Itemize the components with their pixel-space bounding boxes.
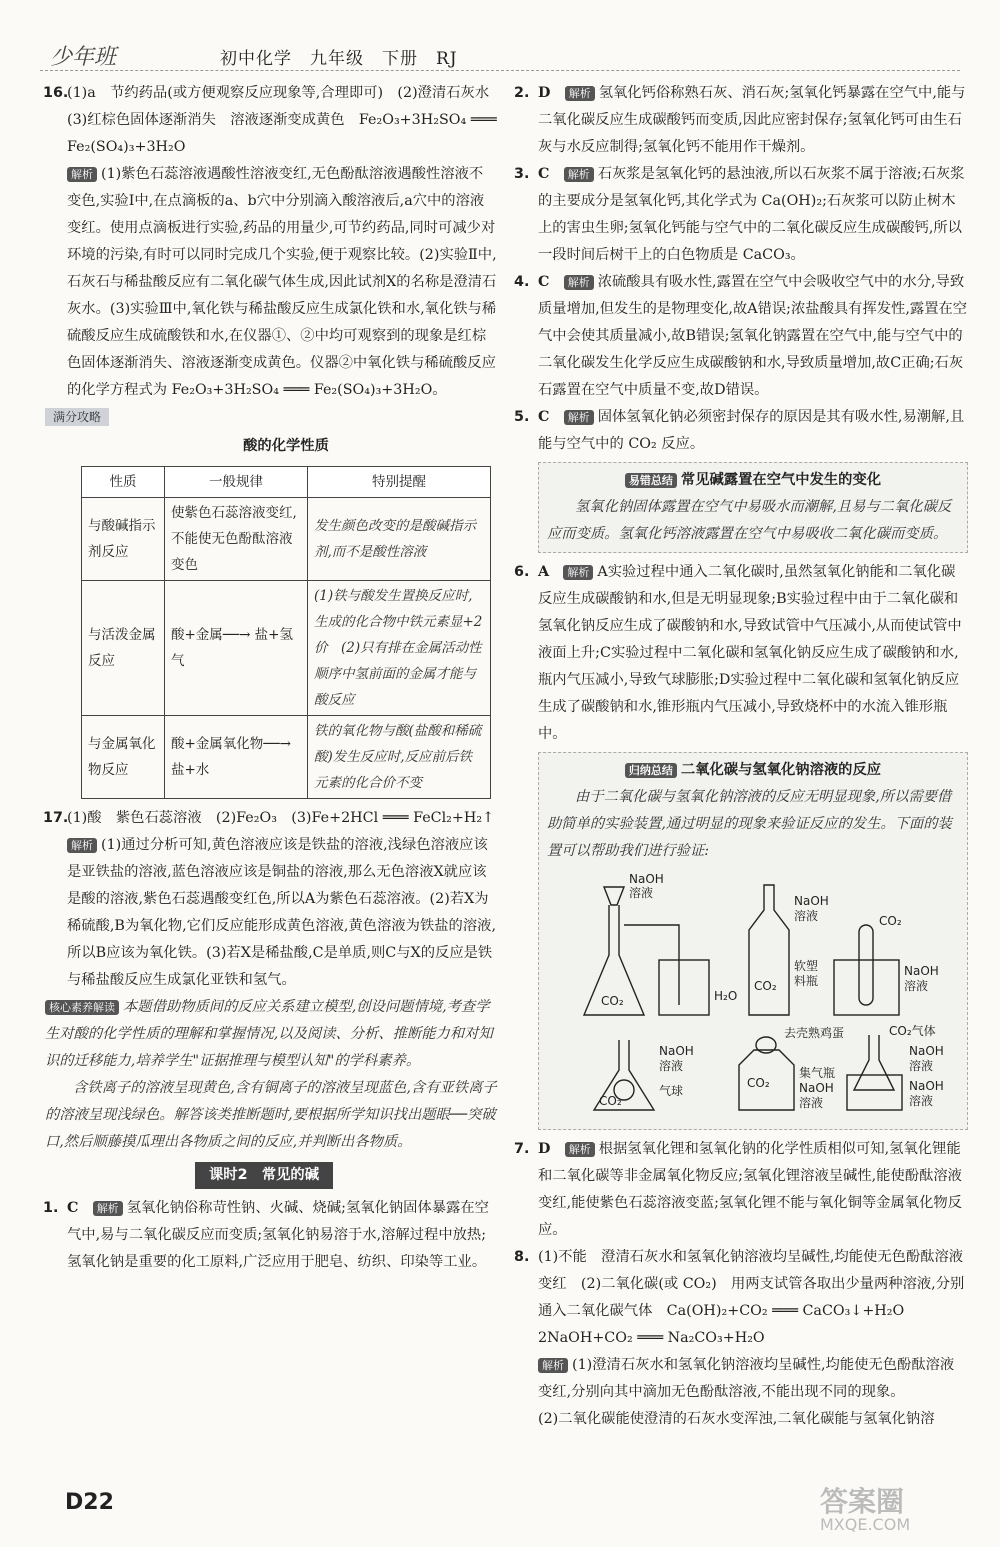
dropping-funnel [604, 887, 624, 905]
analysis-text-2: (2)二氧化碳能使澄清的石灰水变浑浊,二氧化碳能与氢氧化钠溶 [538, 1411, 935, 1427]
analysis-tag: 解析 [67, 167, 97, 182]
question-number: 1. [43, 1200, 59, 1216]
analysis-text: C 解析 石灰浆是氢氧化钙的悬浊液,所以石灰浆不属于溶液;石灰浆的主要成分是氢氧化钙,其化学式为 Ca(OH)₂;石灰浆可以防止树木上的害虫生卵;氢氧化钙能与空气中的二氧化碳反应生成碳酸钙,所以一段时间后树干上的白色物质是 CaCO₃。 [538, 166, 965, 263]
question-number: 2. [514, 85, 530, 101]
question-number: 8. [514, 1249, 530, 1265]
table-cell: 铁的氧化物与酸(盐酸和稀硫酸)发生反应时,反应前后铁元素的化合价不变 [308, 716, 491, 799]
table-header: 一般规律 [165, 467, 308, 498]
table-row [82, 498, 491, 581]
fig-label: 软塑 [794, 959, 819, 973]
box-title: 易错总结 常见碱露置在空气中发生的变化 [547, 467, 959, 494]
tip-tag: 易错总结 [625, 473, 677, 488]
acid-properties-table [81, 466, 491, 799]
book-title: 初中化学 九年级 下册 RJ [220, 49, 458, 69]
question-number: 16. [43, 85, 69, 101]
fig-label: CO₂ [599, 1094, 622, 1108]
summary-tag: 归纳总结 [625, 763, 677, 778]
analysis-tag: 解析 [563, 565, 593, 580]
question-5 [516, 404, 968, 458]
question-number: 7. [514, 1141, 530, 1157]
analysis-text: 解析 (1)通过分析可知,黄色溶液应该是铁盐的溶液,浅绿色溶液应该是亚铁盐的溶液,蓝色溶液应该是铜盐的溶液,那么无色溶液X就应该是酸的溶液,紫色石蕊遇酸变红色,所以A为紫色石蕊溶液。(2)若X为稀硫酸,B为氧化物,它们反应能形成黄色溶液,黄色溶液为铁盐的溶液,所以B应该为氧化铁。(3)若X是稀盐酸,C是单质,则C与X的反应是铁与稀盐酸反应生成氯化亚铁和氢气。 [67, 837, 496, 988]
analysis-tag: 解析 [564, 275, 594, 290]
glass-tube-a [624, 925, 679, 1005]
lesson-heading: 课时2 常见的碱 [195, 1162, 333, 1189]
error-summary-box [538, 462, 968, 553]
fig-label: 溶液 [909, 1094, 934, 1108]
analysis-text: D 解析 根据氢氧化锂和氢氧化钠的化学性质相似可知,氢氧化锂能和二氧化碳等非金属氧化物反应;氢氧化锂溶液呈碱性,能使酚酞溶液变红,能使紫色石蕊溶液变蓝;氢氧化锂不能与氧化铜等金属氧化物反应。 [538, 1141, 962, 1238]
fig-label: NaOH [909, 1079, 944, 1093]
fig-label: CO₂ [879, 914, 902, 928]
induction-summary-box [538, 752, 968, 1130]
fig-label: 溶液 [659, 1059, 684, 1073]
fig-label: 集气瓶 [799, 1066, 836, 1080]
question-number: 5. [514, 409, 530, 425]
analysis-tag: 解析 [93, 1201, 123, 1216]
core-tag: 核心素养解读 [45, 1000, 119, 1015]
fig-label: 溶液 [904, 979, 929, 993]
plastic-bottle [749, 885, 789, 1015]
page-header [40, 40, 960, 71]
question-3 [516, 161, 968, 269]
analysis-text: 解析 (1)紫色石蕊溶液遇酸性溶液变红,无色酚酞溶液遇酸性溶液不变色,实验Ⅰ中,在点滴板的a、b穴中分别滴入酸溶液后,a穴中的溶液变红。使用点滴板进行实验,药品的用量少,可节约药品,同时可减少对环境的污染,有时可以同时完成几个实验,便于观察比较。(2)实验Ⅱ中,石灰石与稀盐酸反应有二氧化碳气体生成,因此试剂X的名称是澄清石灰水。(3)实验Ⅲ中,氧化铁与稀盐酸反应生成氯化铁和水,氧化铁与稀硫酸反应生成硫酸铁和水,在仪器①、②中均可观察到的现象是红棕色固体逐渐消失、溶液逐渐变成黄色。仪器②中氧化铁与稀硫酸反应的化学方程式为 Fe₂O₃+3H₂SO₄ ═══ Fe₂(SO₄)₃+3H₂O。 [67, 166, 497, 398]
question-number: 6. [514, 564, 530, 580]
fig-label: CO₂气体 [889, 1024, 936, 1038]
table-header: 性质 [82, 467, 165, 498]
box-title: 归纳总结 二氧化碳与氢氧化钠溶液的反应 [547, 757, 959, 784]
fig-label: 溶液 [794, 909, 819, 923]
question-8 [516, 1244, 968, 1433]
watermark-logo: 答案圈 [820, 1485, 905, 1518]
analysis-tag: 解析 [67, 838, 97, 853]
analysis-tag: 解析 [564, 167, 594, 182]
fig-label: 溶液 [629, 886, 654, 900]
watermark-url: MXQE.COM [820, 1515, 911, 1534]
question-6 [516, 559, 968, 748]
analysis-tag: 解析 [565, 1142, 595, 1157]
table-header: 特别提醒 [308, 467, 491, 498]
box-text: 氢氧化钠固体露置在空气中易吸水而潮解,且易与二氧化碳反应而变质。氢氧化钙溶液露置在空气中易吸收二氧化碳而变质。 [547, 499, 952, 542]
table-cell: 与酸碱指示剂反应 [82, 498, 165, 581]
flask-f [854, 1035, 894, 1090]
analysis-text: A 解析 A实验过程中通入二氧化碳时,虽然氢氧化钠能和二氧化碳反应生成碳酸钠和水,但是无明显现象;B实验过程中由于二氧化碳和氢氧化钠反应生成了碳酸钠和水,导致试管中气压减小,从而使试管中液面上升;C实验过程中二氧化碳和氢氧化钠反应生成了碳酸钠和水,瓶内气压减小,导致气球膨胀;D实验过程中二氧化碳和氢氧化钠反应生成了碳酸钠和水,锥形瓶内气压减小,导致烧杯中的水流入锥形瓶中。 [538, 564, 962, 742]
core-literacy-text2: 含铁离子的溶液呈现黄色,含有铜离子的溶液呈现蓝色,含有亚铁离子的溶液呈现浅绿色。解答该类推断题时,要根据所学知识找出题眼──突破口,然后顺藤摸瓜理出各物质之间的反应,并判断出各物质。 [45, 1080, 497, 1150]
box-text: 由于二氧化碳与氢氧化钠溶液的反应无明显现象,所以需要借助简单的实验装置,通过明显的现象来验证反应的发生。下面的装置可以帮助我们进行验证: [547, 789, 952, 859]
fig-label: NaOH [909, 1044, 944, 1058]
beaker-a [659, 960, 709, 1015]
fig-label: 气球 [659, 1084, 684, 1098]
analysis-text: C 解析 固体氢氧化钠必须密封保存的原因是其有吸水性,易潮解,且能与空气中的 CO₂ 反应。 [538, 409, 965, 452]
fig-label: 溶液 [799, 1096, 824, 1110]
question-17 [45, 805, 497, 994]
fig-label: CO₂ [601, 994, 624, 1008]
answer-text: (1)酸 紫色石蕊溶液 (2)Fe₂O₃ (3)Fe+2HCl ═══ FeCl₂+H₂↑ [67, 810, 495, 826]
fig-label: 溶液 [909, 1059, 934, 1073]
fig-label: 去壳熟鸡蛋 [784, 1026, 845, 1040]
experiment-apparatus-figure [569, 865, 999, 1115]
strategy-tag: 满分攻略 [45, 408, 109, 426]
fig-label: NaOH [904, 964, 939, 978]
answer-text: (1)不能 澄清石灰水和氢氧化钠溶液均呈碱性,均能使无色酚酞溶液变红 (2)二氧化碳(或 CO₂) 用两支试管各取出少量两种溶液,分别通入二氧化碳气体 Ca(OH)₂+CO₂ ═══ CaCO₃↓+H₂O 2NaOH+CO₂ ═══ Na₂CO₃+H₂O [538, 1249, 965, 1346]
fig-label: H₂O [714, 989, 738, 1003]
test-tube-c [859, 925, 873, 1005]
question-number: 3. [514, 166, 530, 182]
answer-text: (1)a 节约药品(或方便观察反应现象等,合理即可) (2)澄清石灰水 (3)红棕色固体逐渐消失 溶液逐渐变成黄色 Fe₂O₃+3H₂SO₄ ═══ Fe₂(SO₄)₃+3H₂O [67, 85, 504, 155]
table-cell: (1)铁与酸发生置换反应时,生成的化合物中铁元素显+2价 (2)只有排在金属活动性顺序中氢前面的金属才能与酸反应 [308, 581, 491, 716]
question-2 [516, 80, 968, 161]
table-cell: 与活泼金属反应 [82, 581, 165, 716]
table-cell: 与金属氧化物反应 [82, 716, 165, 799]
fig-label: NaOH [799, 1081, 834, 1095]
analysis-text: D 解析 氢氧化钙俗称熟石灰、消石灰;氢氧化钙暴露在空气中,能与二氧化碳反应生成碳酸钙而变质,因此应密封保存;氢氧化钙可由生石灰与水反应制得;氢氧化钙不能用作干燥剂。 [538, 85, 966, 155]
question-number: 4. [514, 274, 530, 290]
right-column [516, 80, 968, 1433]
core-literacy: 核心素养解读 本题借助物质间的反应关系建立模型,创设问题情境,考查学生对酸的化学性质的理解和掌握情况,以及阅读、分析、推断能力和对知识的迁移能力,培养学生"证据推理与模型认知"的学科素养。 [45, 999, 493, 1069]
analysis-tag: 解析 [564, 410, 594, 425]
beaker-f [847, 1075, 902, 1110]
trough-c [834, 960, 899, 1015]
analysis-tag: 解析 [538, 1358, 568, 1373]
fig-label: 料瓶 [794, 974, 819, 988]
table-cell: 酸+金属──→ 盐+氢气 [165, 581, 308, 716]
fig-label: CO₂ [747, 1076, 770, 1090]
fig-label: NaOH [629, 872, 664, 886]
analysis-tag: 解析 [565, 86, 595, 101]
brand-logo: 少年班 [50, 45, 117, 70]
table-title: 酸的化学性质 [243, 438, 329, 454]
fig-label: NaOH [659, 1044, 694, 1058]
table-cell: 发生颜色改变的是酸碱指示剂,而不是酸性溶液 [308, 498, 491, 581]
fig-label: NaOH [794, 894, 829, 908]
left-column [43, 80, 504, 1276]
question-16 [43, 80, 504, 404]
table-cell: 使紫色石蕊溶液变红,不能使无色酚酞溶液变色 [165, 498, 308, 581]
table-cell: 酸+金属氧化物──→ 盐+水 [165, 716, 308, 799]
table-row [82, 716, 491, 799]
question-number: 17. [43, 810, 69, 826]
analysis-text: C 解析 氢氧化钠俗称苛性钠、火碱、烧碱;氢氧化钠固体暴露在空气中,易与二氧化碳反应而变质;氢氧化钠易溶于水,溶解过程中放热;氢氧化钠是重要的化工原料,广泛应用于肥皂、纺织、印染等工业。 [67, 1200, 489, 1270]
fig-label: CO₂ [754, 979, 777, 993]
question-7 [516, 1136, 968, 1244]
question-1 [45, 1195, 497, 1276]
table-row [82, 581, 491, 716]
analysis-text: 解析 (1)澄清石灰水和氢氧化钠溶液均呈碱性,均能使无色酚酞溶液变红,分别向其中滴加无色酚酞溶液,不能出现不同的现象。 [538, 1357, 955, 1400]
question-4 [516, 269, 968, 404]
analysis-text: C 解析 浓硫酸具有吸水性,露置在空气中会吸收空气中的水分,导致质量增加,但发生的是物理变化,故A错误;浓盐酸具有挥发性,露置在空气中会使其质量减小,故B错误;氢氧化钠露置在空气中,能与空气中的二氧化碳发生化学反应生成碳酸钠和水,导致质量增加,故C正确;石灰石露置在空气中质量不变,故D错误。 [538, 274, 968, 398]
page-number: D22 [65, 1490, 114, 1515]
